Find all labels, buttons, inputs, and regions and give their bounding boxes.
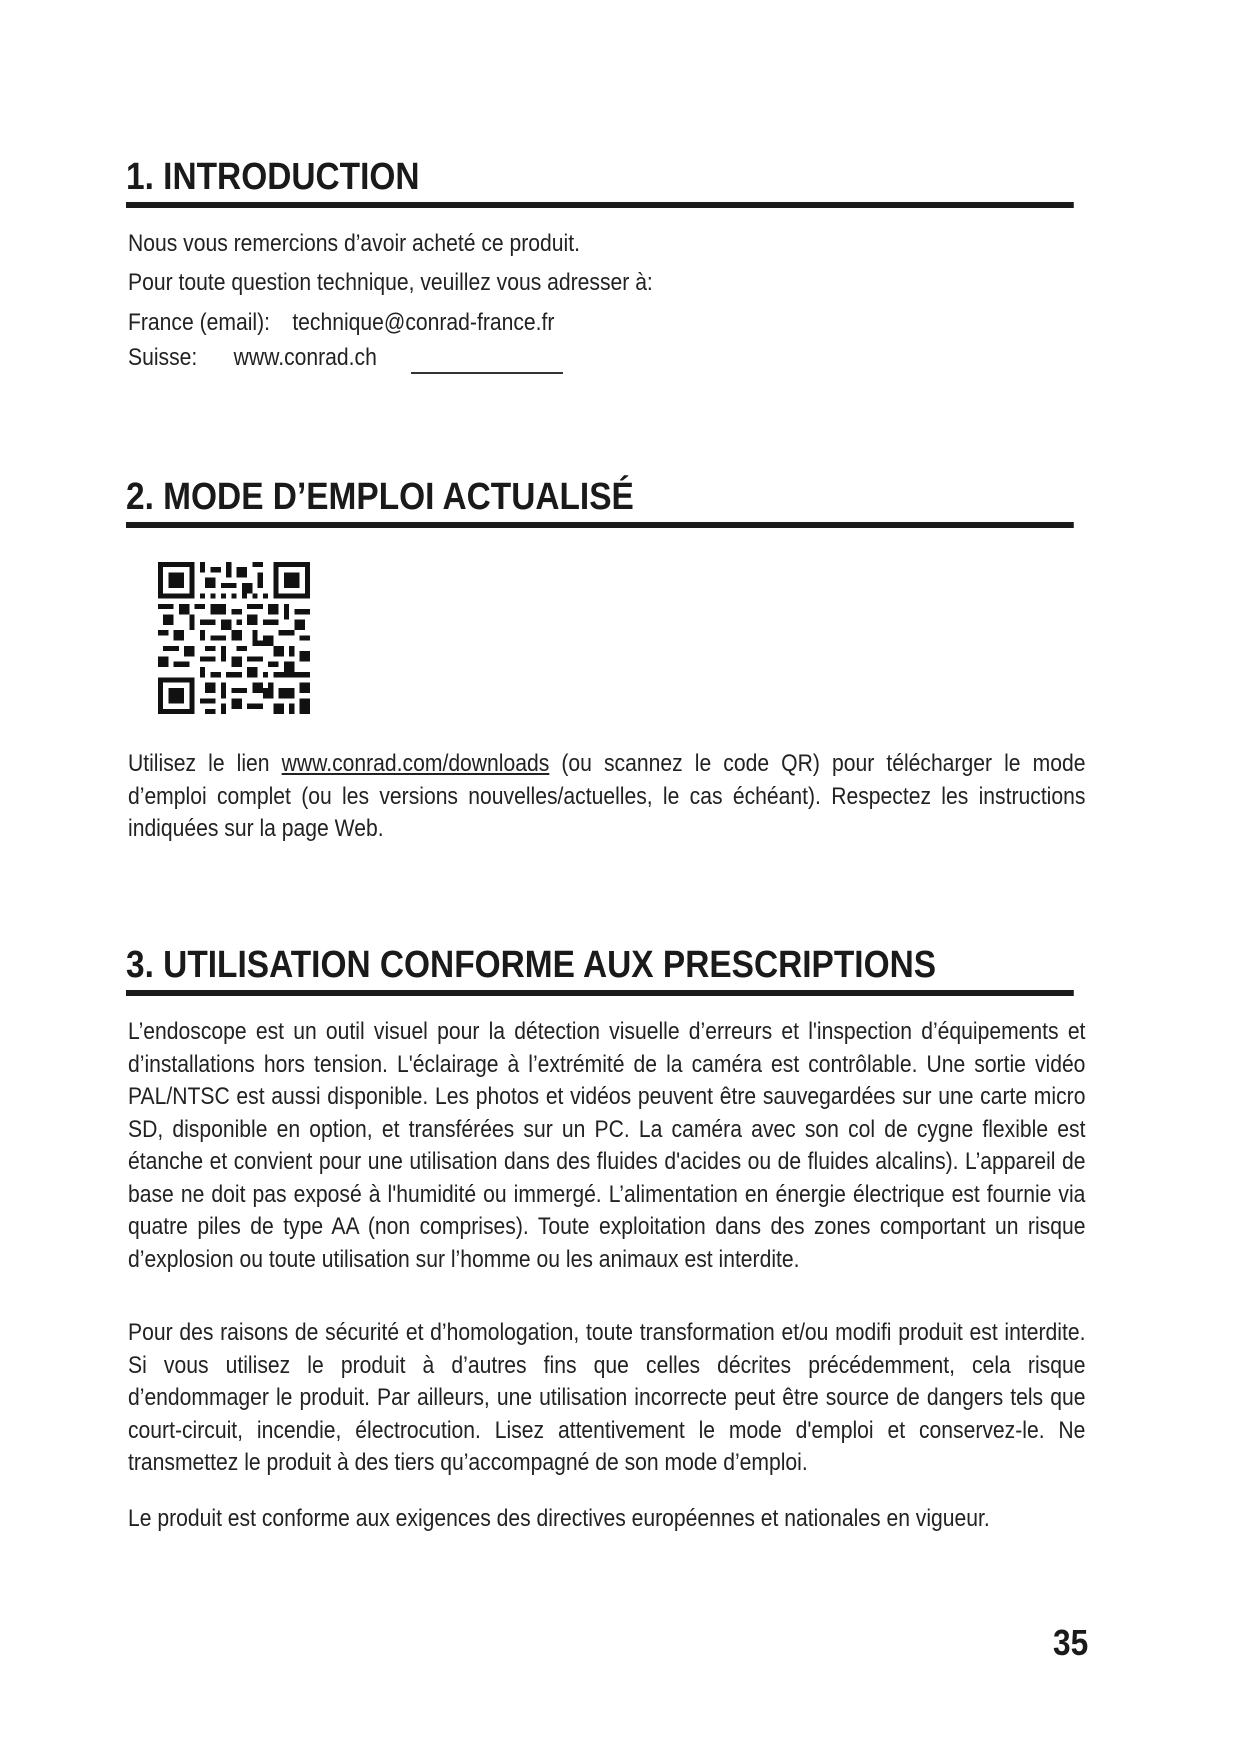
france-label: France (email): — [128, 309, 271, 336]
suisse-website[interactable]: www.conrad.ch — [233, 344, 377, 371]
section-title-utilisation: 3. UTILISATION CONFORME AUX PRESCRIPTIONS — [126, 942, 1074, 996]
intro-question-line: Pour toute question technique, veuillez vous adresser à: — [128, 269, 653, 296]
download-instructions — [128, 748, 1085, 846]
intro-thanks-line: Nous vous remercions d’avoir acheté ce produit. — [128, 230, 580, 257]
qr-code-icon[interactable] — [158, 562, 310, 714]
downloads-link[interactable]: www.conrad.com/downloads — [281, 750, 550, 777]
utilisation-paragraph-3: Le produit est conforme aux exigences des directives européennes et nationales en vigueur. — [128, 1505, 990, 1532]
section-title-mode-emploi: 2. MODE D’EMPLOI ACTUALISÉ — [126, 474, 1074, 528]
page-number: 35 — [1053, 1622, 1089, 1663]
suisse-contact — [128, 344, 377, 372]
download-text-before-link: Utilisez le lien — [128, 750, 282, 777]
utilisation-paragraph-2: Pour des raisons de sécurité et d’homologation, toute transformation et/ou modifi produit est interdite. Si vous utilisez le produit à d’autres fins que celles décrites précédemment, cela risque d’endommager le produit. Par ailleurs, une utilisation incorrecte peut être source de dangers tels que court-circuit, incendie, électrocution. Lisez attentivement le mode d'emploi et conservez-le. Ne transmettez le produit à des tiers qu’accompagné de son mode d’emploi. — [128, 1319, 1086, 1476]
section-title-introduction: 1. INTRODUCTION — [126, 154, 1074, 208]
suisse-label: Suisse: — [128, 344, 198, 371]
download-text-after-link: (ou scannez le code QR) pour télécharger le mode d’emploi complet (ou les versions nouvelles/actuelles, le cas échéant). Respectez les instructions indiquées sur la page Web. — [128, 750, 1086, 842]
france-contact — [128, 309, 554, 337]
utilisation-paragraph-1: L’endoscope est un outil visuel pour la détection visuelle d’erreurs et l'inspection d’équipements et d’installations hors tension. L'éclairage à l’extrémité de la caméra est contrôlable. Une sortie vidéo PAL/NTSC est aussi disponible. Les photos et vidéos peuvent être sauvegardées sur une carte micro SD, disponible en option, et transférées sur un PC. La caméra avec son col de cygne flexible est étanche et convient pour une utilisation dans des fluides d'acides ou de fluides alcalins). L’appareil de base ne doit pas exposé à l'humidité ou immergé. L’alimentation en énergie électrique est fournie via quatre piles de type AA (non comprises). Toute exploitation dans des zones comportant un risque d’explosion ou toute utilisation sur l’homme ou les animaux est interdite. — [128, 1018, 1086, 1273]
france-email[interactable]: technique@conrad-france.fr — [292, 309, 555, 336]
blank-underline — [411, 372, 563, 374]
